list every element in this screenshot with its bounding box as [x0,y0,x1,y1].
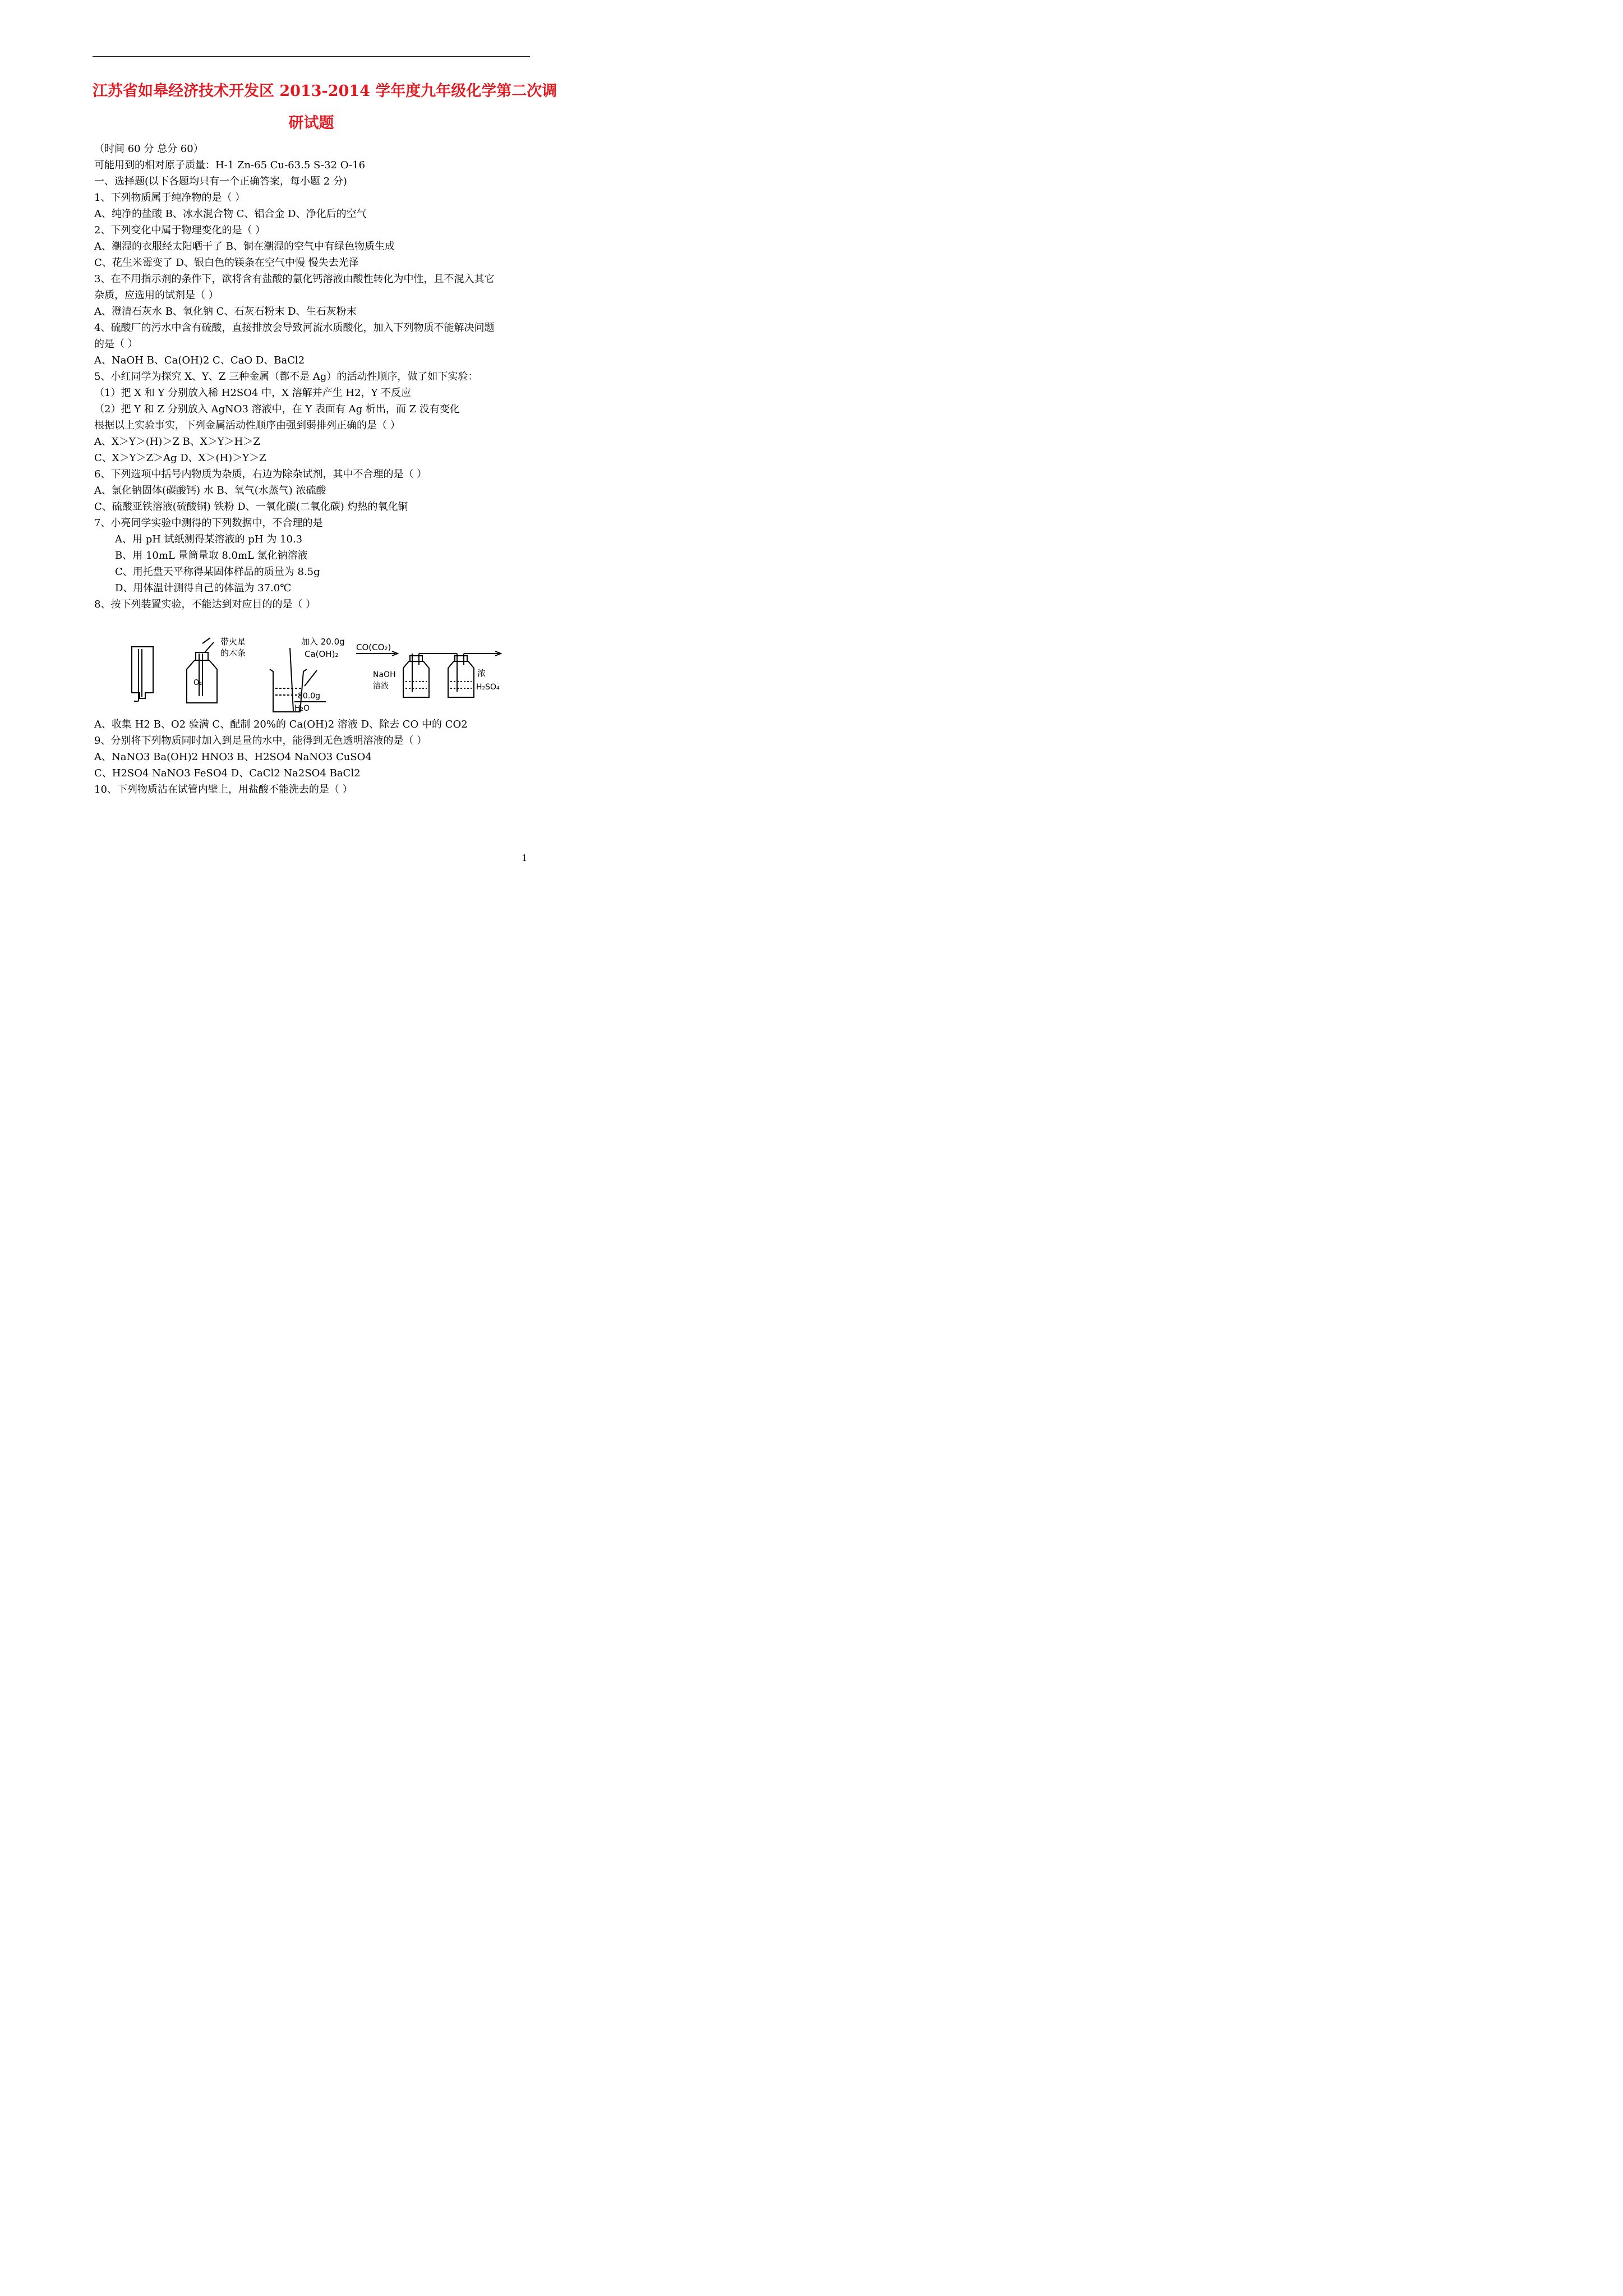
q4-stem-line2: 的是（ ） [94,338,138,350]
q2-options-cd: C、花生米霉变了 D、银白色的镁条在空气中慢 慢失去光泽 [94,257,359,269]
o2-label: O₂ [193,679,202,687]
q2-options-ab: A、潮湿的衣服经太阳晒干了 B、铜在潮湿的空气中有绿色物质生成 [94,241,395,252]
q4-stem-line1: 4、硫酸厂的污水中含有硫酸，直接排放会导致河流水质酸化，加入下列物质不能解决问题 [94,322,495,334]
section-heading: 一、选择题(以下各题均只有一个正确答案，每小题 2 分) [94,176,347,187]
page-title-line1: 江苏省如皋经济技术开发区 2013-2014 学年度九年级化学第二次调 [93,82,557,100]
q8-apparatus-figure [126,637,508,715]
q9-options-ab: A、NaNO3 Ba(OH)2 HNO3 B、H2SO4 NaNO3 CuSO4 [94,751,372,763]
naoh-solution-label: 溶液 [373,682,389,691]
q7-option-b: B、用 10mL 量筒量取 8.0mL 氯化钠溶液 [115,550,308,562]
q5-experiment-2: （2）把 Y 和 Z 分别放入 AgNO3 溶液中，在 Y 表面有 Ag 析出，而 Z 没有变化 [94,403,460,415]
q3-options: A、澄清石灰水 B、氧化钠 C、石灰石粉末 D、生石灰粉末 [94,306,357,318]
q8-options: A、收集 H2 B、O2 验满 C、配制 20%的 Ca(OH)2 溶液 D、除去 CO 中的 CO2 [94,719,468,730]
naoh-label: NaOH [373,670,396,679]
q10-stem: 10、下列物质沾在试管内壁上，用盐酸不能洗去的是（ ） [94,784,353,795]
q1-stem: 1、下列物质属于纯净物的是（ ） [94,192,246,204]
page-number: 1 [522,853,528,863]
water-label: H₂O [294,704,310,713]
header-rule [93,56,530,57]
q7-option-d: D、用体温计测得自己的体温为 37.0℃ [115,582,292,594]
splint-label-2: 的木条 [220,648,246,658]
q3-stem-line2: 杂质，应选用的试剂是（ ） [94,289,219,301]
caoh2-label: Ca(OH)₂ [305,649,339,659]
h2so4-label: H₂SO₄ [476,683,500,692]
q6-options-ab: A、氯化钠固体(碳酸钙) 水 B、氧气(水蒸气) 浓硫酸 [94,485,326,496]
q5-options-ab: A、X＞Y＞(H)＞Z B、X＞Y＞H＞Z [94,436,260,448]
q7-stem: 7、小亮同学实验中测得的下列数据中，不合理的是 [94,517,323,529]
conc-label: 浓 [477,668,486,678]
q9-options-cd: C、H2SO4 NaNO3 FeSO4 D、CaCl2 Na2SO4 BaCl2 [94,767,361,779]
atomic-masses: 可能用到的相对原子质量：H-1 Zn-65 Cu-63.5 S-32 O-16 [94,159,366,171]
q7-option-c: C、用托盘天平称得某固体样品的质量为 8.5g [115,566,320,578]
add-mass-label: 加入 20.0g [301,637,345,647]
q1-options: A、纯净的盐酸 B、冰水混合物 C、铝合金 D、净化后的空气 [94,208,367,220]
q5-question: 根据以上实验事实，下列金属活动性顺序由强到弱排列正确的是（ ） [94,420,400,431]
q2-stem: 2、下列变化中属于物理变化的是（ ） [94,224,266,236]
co-gas-label: CO(CO₂) [356,642,391,652]
splint-label-1: 带火星 [220,637,246,647]
q8-stem: 8、按下列装置实验，不能达到对应目的的是（ ） [94,599,316,610]
q7-option-a: A、用 pH 试纸测得某溶液的 pH 为 10.3 [115,533,303,545]
q6-options-cd: C、硫酸亚铁溶液(硫酸铜) 铁粉 D、一氧化碳(二氧化碳) 灼热的氧化铜 [94,501,408,513]
q6-stem: 6、下列选项中括号内物质为杂质，右边为除杂试剂，其中不合理的是（ ） [94,468,427,480]
q4-options: A、NaOH B、Ca(OH)2 C、CaO D、BaCl2 [94,355,305,366]
q9-stem: 9、分别将下列物质同时加入到足量的水中，能得到无色透明溶液的是（ ） [94,735,427,747]
o2-bottle-drawing [187,638,217,703]
q5-experiment-1: （1）把 X 和 Y 分别放入稀 H2SO4 中，X 溶解并产生 H2，Y 不反应 [94,387,412,399]
q3-stem-line1: 3、在不用指示剂的条件下，欲将含有盐酸的氯化钙溶液由酸性转化为中性，且不混入其它 [94,273,495,285]
q5-stem: 5、小红同学为探究 X、Y、Z 三种金属（都不是 Ag）的活动性顺序，做了如下实验： [94,371,478,383]
exam-time-info: （时间 60 分 总分 60） [94,143,204,155]
water-mass-label: 80.0g [298,692,321,701]
page-title-line2: 研试题 [288,114,334,132]
q5-options-cd: C、X＞Y＞Z＞Ag D、X＞(H)＞Y＞Z [94,452,266,464]
collection-bottle-drawing [132,647,153,701]
